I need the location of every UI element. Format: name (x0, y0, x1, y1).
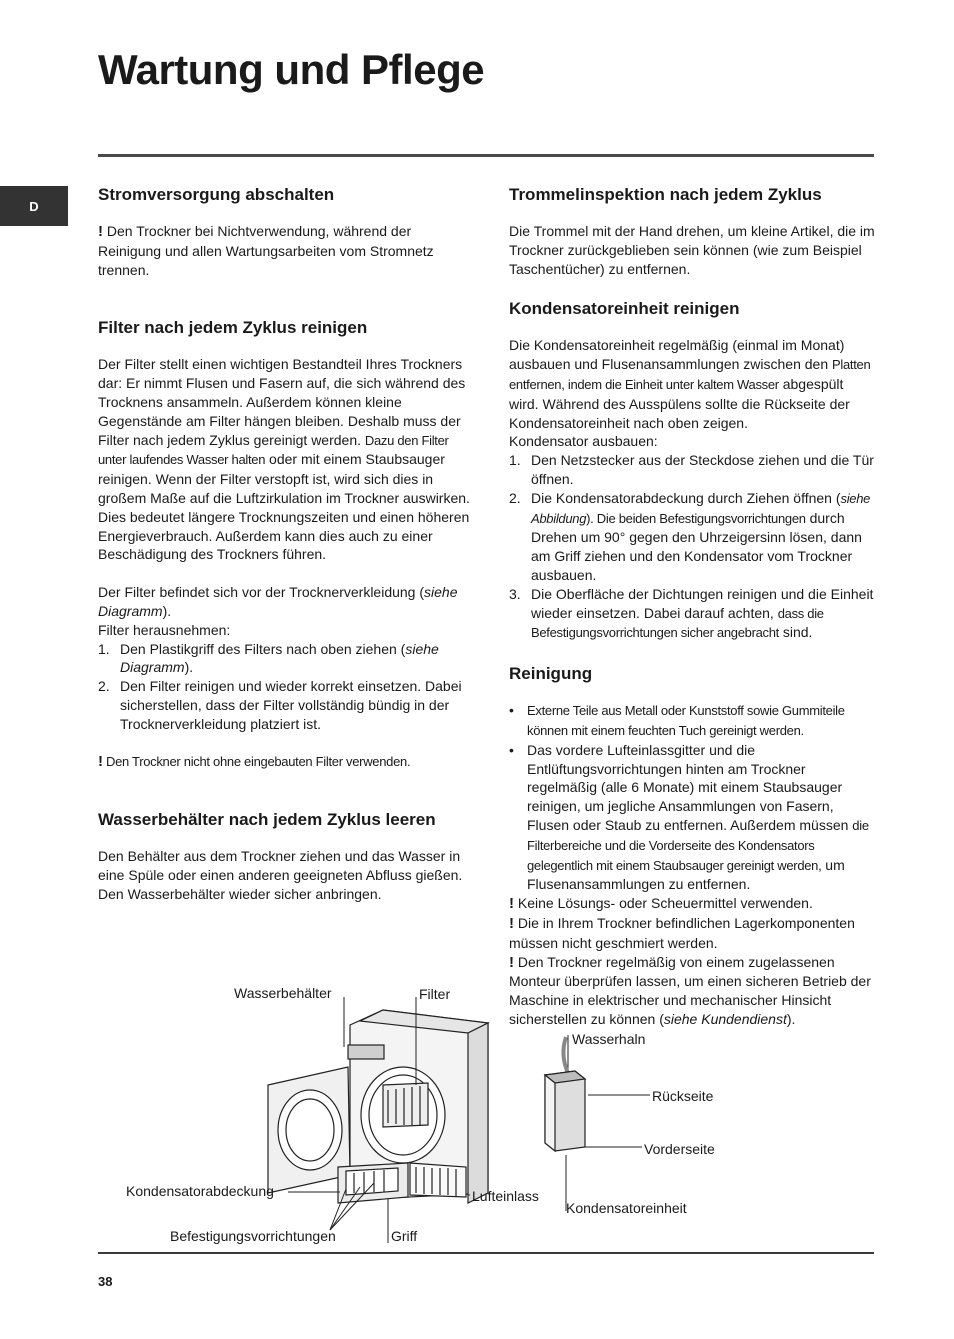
language-tab: D (0, 186, 68, 226)
bottom-rule (98, 1252, 874, 1254)
section-cleaning (509, 663, 875, 1029)
page-number: 38 (98, 1274, 113, 1289)
warning-text: Den Trockner regelmäßig von einem zugelassenen Monteur überprüfen lassen, um einen sicheren Betrieb der Maschine in elektrischer und mechanischer Hinsicht sicherstellen zu können ( (509, 953, 871, 1027)
warning-bearings (509, 914, 875, 953)
heading-filter: Filter nach jedem Zyklus reinigen (98, 318, 368, 338)
section-condenser (509, 298, 875, 643)
text-run: dass die Befestigungsvorrichtungen sicher angebracht (531, 605, 824, 641)
right-column (509, 184, 875, 1029)
filter-steps (98, 640, 470, 734)
label-air-inlet: Lufteinlass (472, 1188, 539, 1204)
heading-power: Stromversorgung abschalten (98, 185, 335, 204)
warning-solvents (509, 894, 875, 914)
list-item (509, 451, 875, 489)
text-run: die Filterbereiche und die Vorderseite des Kondensators gelegentlich mit einem Staubsauger gereinigt werden, (527, 817, 869, 873)
condenser-paragraph-1 (509, 336, 875, 432)
warning-power (98, 222, 470, 279)
warning-text: Den Trockner bei Nichtverwendung, während der Reinigung und allen Wartungsarbeiten vom Stromnetz trennen. (98, 223, 434, 278)
item-number: 2. (509, 489, 521, 506)
italic-ref: siehe Abbildung (531, 490, 871, 526)
text-run: ). (162, 602, 172, 619)
text-run: Die Kondensatorabdeckung durch Ziehen öffnen ( (531, 489, 841, 506)
air-inlet-grille (410, 1163, 466, 1197)
list-item (98, 677, 470, 733)
text-run: Den Plastikgriff des Filters nach oben ziehen ( (120, 640, 406, 657)
water-hose (563, 1037, 568, 1073)
section-drum (509, 184, 875, 278)
water-paragraph-2: Den Wasserbehälter wieder sicher anbringen. (98, 885, 382, 902)
text-run: oder mit einem Staubsauger reinigen. Wenn der Filter verstopft ist, wird sich dies in großem Maße auf die Luftzirkulation im Trockner auswirken. Dies bedeutet längere Trocknungszeiten und einen höheren Energieverbrauch. Außerdem kann dies auch zu einer Beschädigung des Trockners führen. (98, 451, 470, 563)
item-number: 2. (98, 678, 110, 695)
water-tank-shape (348, 1045, 384, 1059)
italic-ref: siehe Diagramm (120, 640, 439, 676)
dryer-illustration (98, 975, 874, 1245)
text-run: Platten entfernen, indem die Einheit unter kaltem Wasser (509, 357, 871, 392)
filter-paragraph-2 (98, 583, 470, 621)
italic-ref: siehe Diagramm (98, 584, 458, 619)
italic-ref: siehe Kundendienst (663, 1010, 787, 1027)
warning-mark: ! (509, 953, 514, 971)
text-run: Der Filter stellt einen wichtigen Bestandteil Ihres Trockners dar: Er nimmt Flusen und Fasern auf, die sich während des Trocknens ansammeln. Außerdem können kleine Gegenstände am Filter hängen bleiben. Deshalb muss der Filter nach jedem Zyklus gereinigt werden. (98, 356, 466, 448)
label-handle: Griff (391, 1228, 418, 1244)
heading-drum: Trommelinspektion nach jedem Zyklus (509, 185, 822, 204)
warning-text: ). (786, 1010, 796, 1027)
label-fasteners: Befestigungsvorrichtungen (170, 1228, 336, 1244)
section-filter (98, 317, 470, 771)
text-run: Den Filter reinigen und wieder korrekt einsetzen. Dabei sicherstellen, dass der Filter vollständig bündig in der Trocknerverkleidung platziert ist. (120, 678, 462, 732)
condenser-paragraph-2: Kondensator ausbauen: (509, 433, 658, 450)
warning-mark: ! (509, 895, 514, 913)
heading-water: Wasserbehälter nach jedem Zyklus leeren (98, 810, 436, 830)
list-item (509, 741, 875, 894)
text-run: um Flusenansammlungen zu entfernen. (527, 856, 845, 893)
text-run: durch Drehen um 90° gegen den Uhrzeigersinn lösen, dann am Griff ziehen und den Kondensator vom Trockner ausbauen. (531, 509, 862, 583)
label-condenser-unit: Kondensatoreinheit (566, 1200, 687, 1216)
drum-paragraph: Die Trommel mit der Hand drehen, um kleine Artikel, die im Trockner zurückgeblieben sein können (wie zum Beispiel Taschentücher) zu entfernen. (509, 223, 875, 277)
list-item (509, 585, 875, 643)
dryer-side (468, 1023, 488, 1203)
text-run: Den Netzstecker aus der Steckdose ziehen und die Tür öffnen. (531, 452, 874, 487)
text-run: ). (184, 659, 194, 676)
warning-text: Keine Lösungs- oder Scheuermittel verwenden. (514, 895, 813, 912)
water-paragraph-1: Den Behälter aus dem Trockner ziehen und das Wasser in eine Spüle oder einen anderen geeigneten Abfluss gießen. (98, 848, 463, 884)
filter-paragraph-1 (98, 355, 470, 564)
text-run: abgespült wird. Während des Ausspülens sollte die Rückseite der Kondensatoreinheit nach oben zeigen. (509, 375, 850, 431)
text-run: Die Kondensatoreinheit regelmäßig (einmal im Monat) ausbauen und Flusenansammlungen zwischen den (509, 337, 845, 373)
label-back-side: Rückseite (652, 1088, 714, 1104)
text-run: Externe Teile aus Metall oder Kunststoff sowie Gummiteile (527, 703, 845, 719)
cleaning-list (509, 701, 875, 894)
page-title: Wartung und Pflege (98, 46, 485, 93)
label-condenser-cover: Kondensatorabdeckung (126, 1183, 274, 1199)
item-number: 1. (509, 452, 521, 469)
text-run: Das vordere Lufteinlassgitter und die Entlüftungsvorrichtungen hinten am Trockner regelmäßig (alle 6 Monate) mit einem Staubsauger reinigen, um jegliche Ansammlungen von Fasern, Flusen oder Staub zu entfernen. Außerdem müssen (527, 741, 853, 833)
filter-paragraph-3: Filter herausnehmen: (98, 621, 231, 638)
section-water (98, 809, 470, 903)
filter-shape (383, 1083, 428, 1127)
list-item (98, 640, 470, 678)
warning-mark: ! (98, 752, 103, 770)
item-number: 1. (98, 640, 110, 657)
dryer-diagram (98, 975, 874, 1245)
text-run: Dazu den Filter unter laufendes Wasser halten (98, 432, 449, 468)
text-run: sind. (778, 624, 813, 641)
label-filter: Filter (419, 986, 451, 1002)
label-water-tank: Wasserbehälter (234, 985, 332, 1001)
heading-cleaning: Reinigung (509, 664, 593, 684)
text-run: ). Die beiden Befestigungsvorrichtungen (586, 510, 806, 526)
warning-mark: ! (98, 223, 103, 240)
warning-filter (98, 753, 470, 772)
warning-text: Den Trockner nicht ohne eingebauten Filter verwenden. (102, 753, 411, 769)
condenser-steps (509, 451, 875, 643)
text-run: Die Oberfläche der Dichtungen reinigen und die Einheit wieder einsetzen. Dabei darauf achten, (531, 585, 874, 621)
list-item (509, 489, 875, 585)
top-rule (98, 154, 874, 157)
section-power (98, 184, 470, 279)
condenser-front (545, 1075, 555, 1151)
list-item (509, 701, 875, 741)
label-water-tap: Wasserhaln (572, 1031, 646, 1047)
label-front-side: Vorderseite (644, 1141, 715, 1157)
door-window (278, 1090, 342, 1170)
warning-mark: ! (509, 914, 514, 932)
text-run: Der Filter befindet sich vor der Trocknerverkleidung ( (98, 584, 425, 601)
warning-text: Die in Ihrem Trockner befindlichen Lagerkomponenten müssen nicht geschmiert werden. (509, 914, 855, 951)
item-number: 3. (509, 585, 521, 602)
left-column (98, 184, 470, 904)
heading-condenser: Kondensatoreinheit reinigen (509, 299, 740, 319)
text-run: können mit einem feuchten Tuch gereinigt werden. (527, 722, 804, 738)
